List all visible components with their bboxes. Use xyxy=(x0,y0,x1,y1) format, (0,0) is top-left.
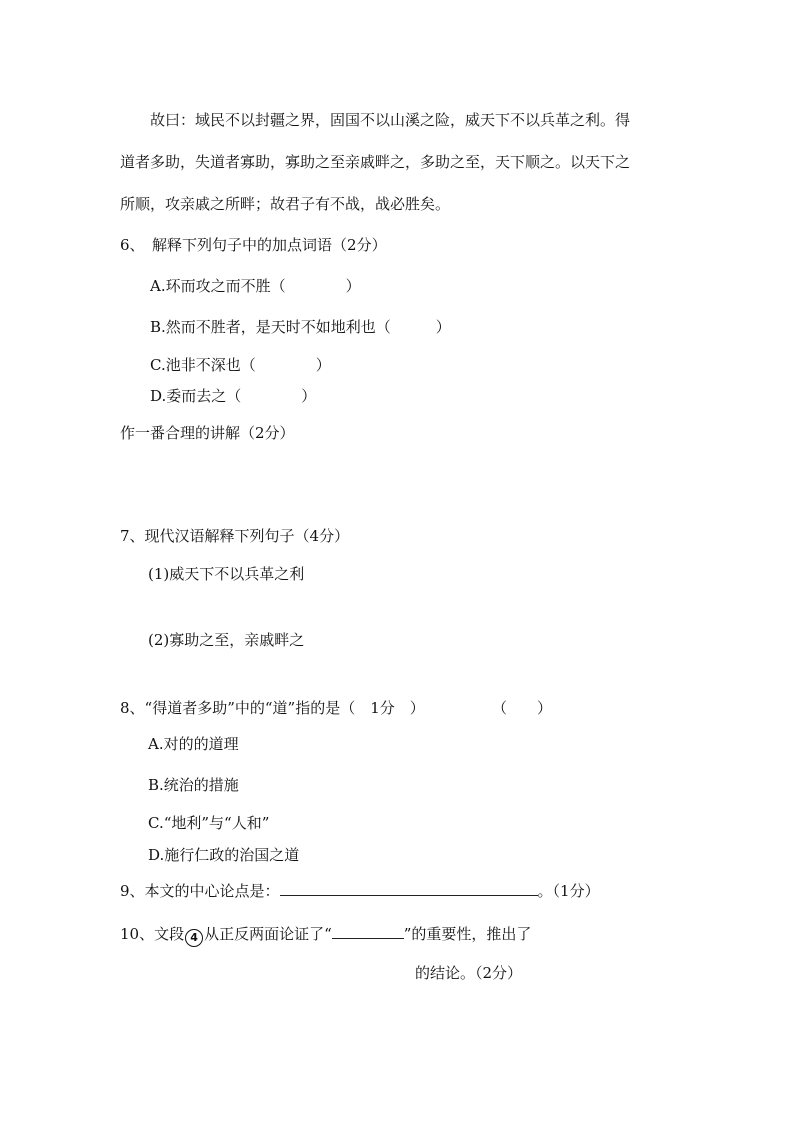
question-10-prefix: 10、文段 xyxy=(120,925,185,943)
question-10-answer-blank[interactable] xyxy=(332,922,404,939)
paragraph-number-circle: 4 xyxy=(185,929,203,947)
question-8-stem: 8、“得道者多助”中的“道”指的是（ 1分 ） xyxy=(120,699,425,717)
question-8-answer-paren: （ ） xyxy=(492,699,553,717)
question-8-option-c: C.“地利”与“人和” xyxy=(148,814,270,832)
question-10 xyxy=(120,922,531,947)
question-6-option-c: C.池非不深也（ ） xyxy=(150,356,331,374)
question-9-suffix: 。（1分） xyxy=(537,882,600,900)
question-6-option-a: A.环而攻之而不胜（ ） xyxy=(150,277,361,295)
question-8-option-b: B.统治的措施 xyxy=(148,776,239,794)
question-7-stem: 7、现代汉语解释下列句子（4分） xyxy=(120,527,350,545)
question-9-prefix: 9、本文的中心论点是： xyxy=(120,882,280,900)
question-10-mid: 从正反两面论证了“ xyxy=(204,925,332,943)
passage-line-3: 所顺，攻亲戚之所畔；故君子有不战，战必胜矣。 xyxy=(120,195,451,213)
question-10-line-2: 的结论。（2分） xyxy=(415,964,523,982)
question-6-option-d: D.委而去之（ ） xyxy=(150,387,317,405)
question-9 xyxy=(120,879,600,901)
question-7-sentence-2: (2)寡助之至，亲戚畔之 xyxy=(148,631,305,649)
question-8-option-d: D.施行仁政的治国之道 xyxy=(148,846,300,864)
question-6-extra: 作一番合理的讲解（2分） xyxy=(120,424,295,442)
question-8-option-a: A.对的的道理 xyxy=(148,735,239,753)
question-7-sentence-1: (1)威天下不以兵革之利 xyxy=(148,565,305,583)
question-6-stem: 6、 解释下列句子中的加点词语（2分） xyxy=(120,236,387,254)
question-10-after: ”的重要性，推出了 xyxy=(403,925,532,943)
passage-line-2: 道者多助，失道者寡助，寡助之至亲戚畔之，多助之至，天下顺之。以天下之 xyxy=(120,153,631,171)
question-6-option-b: B.然而不胜者，是天时不如地利也（ ） xyxy=(150,318,451,336)
passage-line-1: 故曰：域民不以封疆之界，固国不以山溪之险，威天下不以兵革之利。得 xyxy=(150,111,631,129)
question-9-answer-blank[interactable] xyxy=(280,879,538,896)
